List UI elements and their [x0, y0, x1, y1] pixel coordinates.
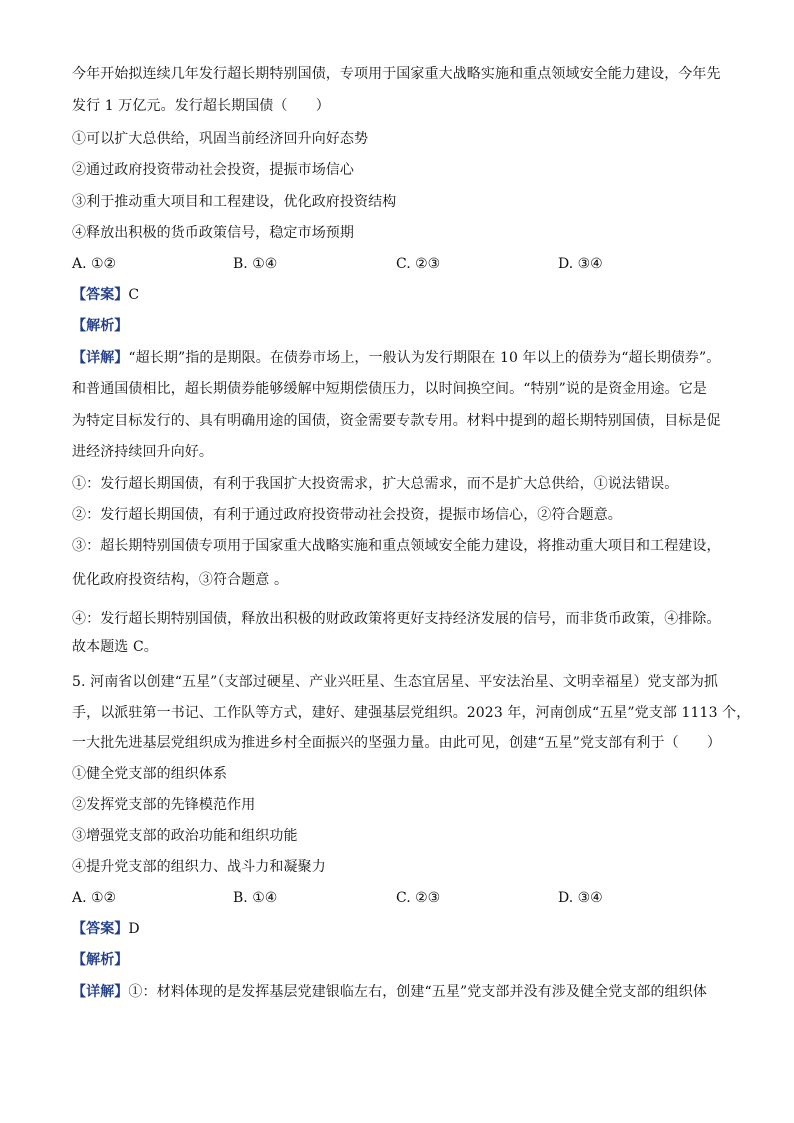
detail-line: ①：发行超长期国债，有利于我国扩大投资需求，扩大总需求，而不是扩大总供给，①说法错误。 [72, 476, 679, 492]
analysis-tag: 【解析】 [72, 952, 129, 968]
option-a: A. ①② [72, 256, 117, 272]
statement-item: ③利于推动重大项目和工程建设，优化政府投资结构 [72, 194, 397, 210]
statement-item: ②通过政府投资带动社会投资，提振市场信心 [72, 162, 354, 178]
detail-tag: 【详解】 [72, 984, 129, 1000]
option-b: B. ①④ [233, 256, 278, 272]
options-row [72, 888, 732, 908]
detail-line: 为特定目标发行的、具有明确用途的国债，资金需要专款专用。材料中提到的超长期特别国债，目标是促 [72, 413, 721, 429]
question-stem-line: 一大批先进基层党组织成为推进乡村全面振兴的坚强力量。由此可见，创建“五星”党支部有利于（ ） [72, 735, 722, 751]
option-c: C. ②③ [396, 256, 441, 272]
detail-line: 优化政府投资结构，③符合题意 。 [72, 572, 289, 588]
detail-line [72, 982, 707, 1002]
options-row [72, 254, 732, 274]
option-b: B. ①④ [233, 890, 278, 906]
analysis-heading [72, 950, 128, 970]
detail-line: 和普通国债相比，超长期债券能够缓解中短期偿债压力，以时间换空间。“特别”说的是资金用途。它是 [72, 381, 707, 397]
answer-tag: 【答案】 [72, 921, 129, 937]
detail-line: 进经济持续回升向好。 [72, 444, 213, 460]
statement-item: ①健全党支部的组织体系 [72, 766, 228, 782]
analysis-tag: 【解析】 [72, 318, 129, 334]
statement-item: ④提升党支部的组织力、战斗力和凝聚力 [72, 859, 326, 875]
question-stem-line: 今年开始拟连续几年发行超长期特别国债，专项用于国家重大战略实施和重点领域安全能力建设，今年先 [72, 66, 721, 82]
option-c: C. ②③ [396, 890, 441, 906]
detail-line: 故本题选 C。 [72, 639, 158, 655]
answer-tag: 【答案】 [72, 287, 129, 303]
statement-item: ②发挥党支部的先锋模范作用 [72, 797, 256, 813]
answer-line [72, 285, 139, 305]
option-a: A. ①② [72, 890, 117, 906]
answer-line [72, 919, 140, 939]
answer-value: C [128, 287, 140, 303]
question-stem-line: 手，以派驻第一书记、工作队等方式，建好、建强基层党组织。2023 年，河南创成“五星”党支部 1113 个， [72, 705, 751, 721]
detail-text: ①：材料体现的是发挥基层党建银临左右，创建“五星”党支部并没有涉及健全党支部的组织体 [128, 984, 707, 1000]
question-stem-line: 发行 1 万亿元。发行超长期国债（ ） [72, 98, 330, 114]
detail-line: ③：超长期特别国债专项用于国家重大战略实施和重点领域安全能力建设，将推动重大项目和工程建设， [72, 538, 721, 554]
detail-text: “超长期”指的是期限。在债券市场上，一般认为发行期限在 10 年以上的债券为“超长期债券”。 [128, 350, 721, 366]
statement-item: ③增强党支部的政治功能和组织功能 [72, 828, 298, 844]
detail-line: ④：发行超长期特别国债，释放出积极的财政政策将更好支持经济发展的信号，而非货币政策，④排除。 [72, 611, 721, 627]
statement-item: ④释放出积极的货币政策信号，稳定市场预期 [72, 225, 354, 241]
answer-value: D [128, 921, 140, 937]
option-d: D. ③④ [558, 256, 603, 272]
option-d: D. ③④ [558, 890, 603, 906]
statement-item: ①可以扩大总供给，巩固当前经济回升向好态势 [72, 131, 369, 147]
analysis-heading [72, 316, 128, 336]
question-stem-line: 5. 河南省以创建“五星”（支部过硬星、产业兴旺星、生态宜居星、平安法治星、文明幸福星）党支部为抓 [72, 674, 719, 690]
detail-tag: 【详解】 [72, 350, 129, 366]
detail-line: ②：发行超长期国债，有利于通过政府投资带动社会投资，提振市场信心，②符合题意。 [72, 507, 622, 523]
detail-line [72, 348, 720, 368]
